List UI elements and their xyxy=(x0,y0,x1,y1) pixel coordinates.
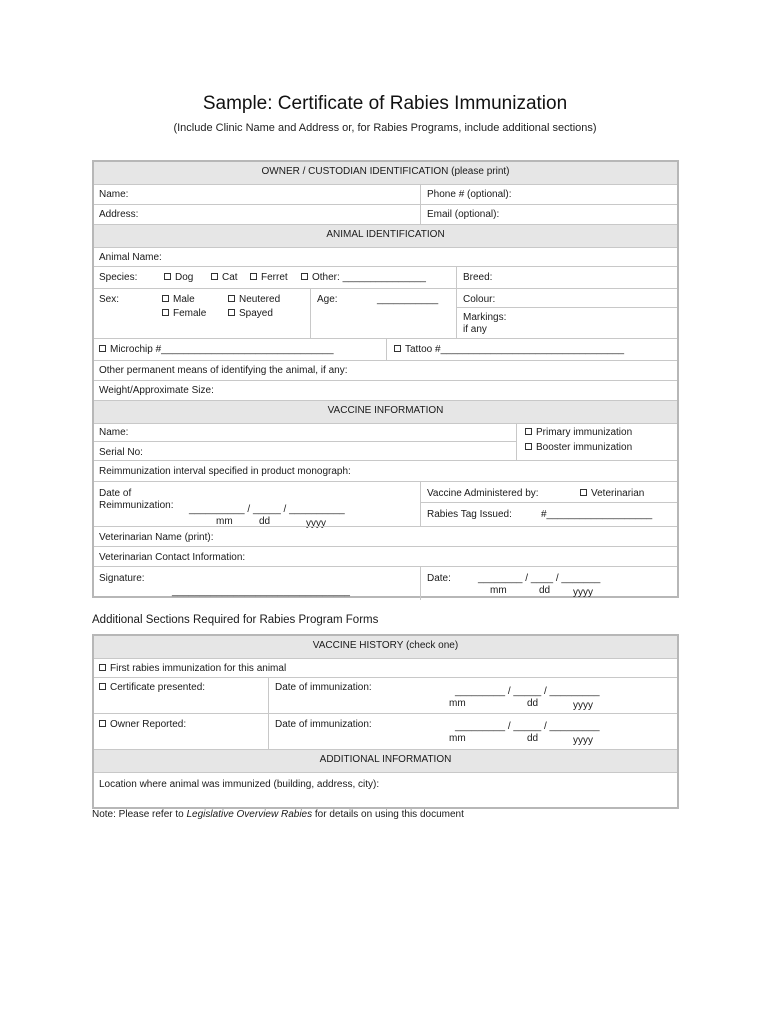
breed-label: Breed: xyxy=(463,272,493,283)
certificate-presented-option[interactable]: Certificate presented: xyxy=(99,682,205,694)
colour-label: Colour: xyxy=(463,294,496,305)
note-document-reference: Legislative Overview Rabies xyxy=(186,809,313,820)
animal-name-label: Animal Name: xyxy=(99,252,162,263)
date-yyyy-label: yyyy xyxy=(573,735,593,746)
date-yyyy-label: yyyy xyxy=(573,700,593,711)
owner-phone-label: Phone # (optional): xyxy=(427,189,512,200)
signature-row xyxy=(94,566,677,600)
history-section-heading: VACCINE HISTORY (check one) xyxy=(94,636,677,658)
sex-label: Sex: xyxy=(99,294,120,305)
date-immunization-label: Date of immunization: xyxy=(275,682,372,693)
certificate-option-cell xyxy=(94,678,268,713)
footer-note: Note: Please refer to Legislative Overview Rabies for details on using this document xyxy=(92,809,464,820)
owner-reported-option[interactable]: Owner Reported: xyxy=(99,719,186,731)
owner-reported-option-cell xyxy=(94,714,268,749)
species-ferret-option[interactable]: Ferret xyxy=(250,272,288,284)
date-dd-label: dd xyxy=(527,698,539,709)
date-dd-label: dd xyxy=(259,516,271,527)
first-immunization-row xyxy=(94,658,677,677)
checkbox-icon[interactable] xyxy=(99,664,106,671)
checkbox-icon[interactable] xyxy=(301,273,308,280)
certificate-row xyxy=(94,677,677,713)
signature-date-field[interactable] xyxy=(420,567,677,600)
date-blank: _________ / _____ / _________ xyxy=(455,721,600,732)
checkbox-icon[interactable] xyxy=(164,273,171,280)
vet-contact-label: Veterinarian Contact Information: xyxy=(99,552,246,563)
date-dd-label: dd xyxy=(527,733,539,744)
serial-label: Serial No: xyxy=(99,447,143,458)
tattoo-cell xyxy=(386,339,677,360)
page-title: Sample: Certificate of Rabies Immunization xyxy=(202,93,568,114)
administered-by-field xyxy=(421,482,677,502)
species-cat-option[interactable]: Cat xyxy=(211,272,238,284)
species-row xyxy=(94,266,677,288)
vaccine-section-heading: VACCINE INFORMATION xyxy=(94,400,677,423)
reimmunization-label: Date of xyxy=(99,488,132,499)
date-mm-label: mm xyxy=(449,698,466,709)
sex-female-option[interactable]: Female xyxy=(162,308,206,320)
owner-reported-date-field[interactable] xyxy=(268,714,677,749)
sex-row xyxy=(94,288,677,338)
owner-name-field[interactable] xyxy=(94,185,420,204)
booster-immunization-option[interactable]: Booster immunization xyxy=(525,442,632,454)
reimmunization-label-2: Reimmunization: xyxy=(99,500,174,511)
age-field[interactable] xyxy=(310,289,456,338)
owner-reported-row xyxy=(94,713,677,749)
page-subtitle: (Include Clinic Name and Address or, for Rabies Programs, include additional sections) xyxy=(173,122,597,134)
owner-name-label: Name: xyxy=(99,189,129,200)
date-mm-label: mm xyxy=(449,733,466,744)
owner-section-heading: OWNER / CUSTODIAN IDENTIFICATION (please print) xyxy=(94,162,677,184)
owner-address-field[interactable] xyxy=(94,205,420,224)
date-blank: _________ / _____ / _________ xyxy=(455,686,600,697)
checkbox-icon[interactable] xyxy=(162,295,169,302)
date-immunization-label: Date of immunization: xyxy=(275,719,372,730)
certificate-date-field[interactable] xyxy=(268,678,677,713)
administration-cell xyxy=(420,482,677,526)
owner-phone-field[interactable] xyxy=(420,185,677,204)
first-immunization-option[interactable]: First rabies immunization for this animal xyxy=(99,663,286,675)
date-mm-label: mm xyxy=(216,516,233,527)
sex-male-option[interactable]: Male xyxy=(162,294,195,306)
species-dog-option[interactable]: Dog xyxy=(164,272,193,284)
checkbox-icon[interactable] xyxy=(525,428,532,435)
signature-label: Signature: xyxy=(99,573,145,584)
reimmunization-date-blank: __________ / _____ / __________ xyxy=(189,504,345,515)
checkbox-icon[interactable] xyxy=(228,295,235,302)
other-means-label: Other permanent means of identifying the animal, if any: xyxy=(99,365,348,376)
tag-blank: #___________________ xyxy=(541,509,653,520)
vaccine-name-serial-row xyxy=(94,423,677,460)
checkbox-icon[interactable] xyxy=(99,345,106,352)
owner-row-name xyxy=(94,184,677,204)
microchip-tattoo-row xyxy=(94,338,677,360)
vet-name-label: Veterinarian Name (print): xyxy=(99,532,214,543)
date-yyyy-label: yyyy xyxy=(573,587,593,598)
interval-label: Reimmunization interval specified in product monograph: xyxy=(99,466,351,477)
vaccine-name-serial-cell xyxy=(94,424,516,460)
checkbox-icon[interactable] xyxy=(99,683,106,690)
owner-address-label: Address: xyxy=(99,209,139,220)
other-means-row[interactable] xyxy=(94,360,677,380)
interval-row[interactable] xyxy=(94,460,677,481)
checkbox-icon[interactable] xyxy=(250,273,257,280)
species-other-option[interactable]: Other: _______________ xyxy=(301,272,426,284)
additional-sections-title: Additional Sections Required for Rabies Program Forms xyxy=(92,614,379,626)
checkbox-icon[interactable] xyxy=(525,443,532,450)
serial-field[interactable] xyxy=(94,441,516,460)
checkbox-icon[interactable] xyxy=(228,309,235,316)
age-blank: ___________ xyxy=(377,294,439,305)
checkbox-icon[interactable] xyxy=(580,489,587,496)
owner-row-address xyxy=(94,204,677,224)
vaccine-name-field[interactable] xyxy=(94,424,516,441)
date-dd-label: dd xyxy=(539,585,551,596)
weight-row[interactable] xyxy=(94,380,677,400)
microchip-option[interactable]: Microchip #_______________________________ xyxy=(99,344,334,356)
program-form xyxy=(92,634,679,809)
location-label: Location where animal was immunized (building, address, city): xyxy=(99,779,380,790)
species-label: Species: xyxy=(99,272,138,283)
checkbox-icon[interactable] xyxy=(162,309,169,316)
markings-label-sub: if any xyxy=(463,324,487,335)
administered-label: Vaccine Administered by: xyxy=(427,488,539,499)
signature-date-blank: ________ / ____ / _______ xyxy=(478,573,601,584)
owner-email-label: Email (optional): xyxy=(427,209,500,220)
checkbox-icon[interactable] xyxy=(99,720,106,727)
reimmunization-date-field[interactable] xyxy=(94,482,420,529)
location-row[interactable] xyxy=(94,772,677,812)
certificate-form xyxy=(92,160,679,598)
markings-field[interactable] xyxy=(457,307,677,338)
animal-name-row[interactable] xyxy=(94,247,677,266)
tattoo-option[interactable]: Tattoo #_________________________________ xyxy=(394,344,624,356)
colour-markings-cell xyxy=(456,289,677,338)
immunization-type-cell xyxy=(516,424,677,460)
age-label: Age: xyxy=(317,294,338,305)
breed-field[interactable] xyxy=(456,267,677,288)
additional-info-heading: ADDITIONAL INFORMATION xyxy=(94,749,677,772)
vet-name-row[interactable] xyxy=(94,526,677,546)
veterinarian-option[interactable]: Veterinarian xyxy=(580,488,644,500)
sex-neutered-option[interactable]: Neutered xyxy=(228,294,280,306)
primary-immunization-option[interactable]: Primary immunization xyxy=(525,427,632,439)
weight-label: Weight/Approximate Size: xyxy=(99,385,214,396)
owner-email-field[interactable] xyxy=(420,205,677,224)
signature-blank: ________________________________ xyxy=(172,586,350,597)
vet-contact-row[interactable] xyxy=(94,546,677,566)
date-mm-label: mm xyxy=(490,585,507,596)
reimmunization-row xyxy=(94,481,677,529)
markings-label: Markings: xyxy=(463,312,507,323)
checkbox-icon[interactable] xyxy=(394,345,401,352)
vaccine-name-label: Name: xyxy=(99,427,129,438)
tag-label: Rabies Tag Issued: xyxy=(427,509,512,520)
signature-date-label: Date: xyxy=(427,573,451,584)
sex-spayed-option[interactable]: Spayed xyxy=(228,308,273,320)
tag-issued-field[interactable] xyxy=(421,502,677,526)
signature-field[interactable] xyxy=(94,567,420,600)
checkbox-icon[interactable] xyxy=(211,273,218,280)
animal-section-heading: ANIMAL IDENTIFICATION xyxy=(94,224,677,247)
colour-field[interactable] xyxy=(457,289,677,307)
date-yyyy-label: yyyy xyxy=(306,518,326,529)
